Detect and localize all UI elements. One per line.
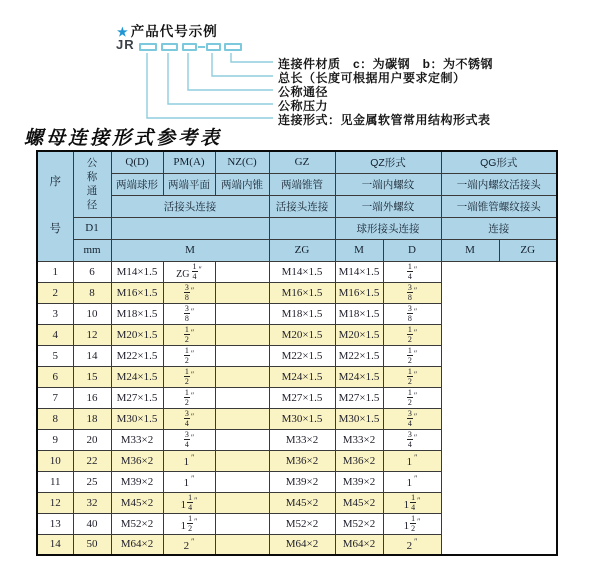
header-col-pm: PM(A) xyxy=(163,151,215,173)
cell-seq: 11 xyxy=(37,471,73,492)
cell-seq: 7 xyxy=(37,387,73,408)
table-row xyxy=(37,408,557,429)
cell-qz-d: M52×2 xyxy=(269,513,335,534)
cell-m-thread: M39×2 xyxy=(111,471,163,492)
table-row xyxy=(37,282,557,303)
cell-qz-d: M14×1.5 xyxy=(269,261,335,282)
cell-seq: 1 xyxy=(37,261,73,282)
table-row xyxy=(37,324,557,345)
header-seq: 序 号 xyxy=(37,151,73,261)
cell-gz-zg: $\frac{3}{4}$ ″ xyxy=(163,429,215,450)
cell-m-thread: M64×2 xyxy=(111,534,163,555)
cell-qz-m xyxy=(215,471,269,492)
cell-seq: 13 xyxy=(37,513,73,534)
header-qz-d: D xyxy=(383,239,441,261)
cell-m-thread: M30×1.5 xyxy=(111,408,163,429)
cell-gz-zg: ZG $\frac{1}{4}$ ″ xyxy=(163,261,215,282)
table-row xyxy=(37,387,557,408)
cell-qg-zg: $\frac{3}{4}$ ″ xyxy=(383,429,441,450)
header-nz-desc: 两端内锥 xyxy=(215,173,269,195)
cell-qz-m xyxy=(215,345,269,366)
table-row xyxy=(37,450,557,471)
cell-qg-m: M33×2 xyxy=(335,429,383,450)
cell-gz-zg: 1 ″ xyxy=(163,450,215,471)
cell-gz-zg: 2 ″ xyxy=(163,534,215,555)
cell-seq: 8 xyxy=(37,408,73,429)
cell-qz-m xyxy=(215,534,269,555)
cell-qg-zg: $\frac{1}{2}$ ″ xyxy=(383,324,441,345)
cell-gz-zg: $\frac{3}{8}$ ″ xyxy=(163,282,215,303)
nut-connection-reference-table xyxy=(36,150,558,556)
cell-mm: 22 xyxy=(73,450,111,471)
cell-qz-m xyxy=(215,492,269,513)
header-qz-desc1: 一端内螺纹 xyxy=(335,173,441,195)
table-row xyxy=(37,261,557,282)
cell-qg-m: M22×1.5 xyxy=(335,345,383,366)
cell-mm: 40 xyxy=(73,513,111,534)
cell-qz-m xyxy=(215,303,269,324)
product-code-diagram xyxy=(0,0,600,138)
header-col-nz: NZ(C) xyxy=(215,151,269,173)
header-union-left: 活接头连接 xyxy=(111,195,269,217)
cell-qz-d: M24×1.5 xyxy=(269,366,335,387)
label-connection-form: 连接形式：见金属软管常用结构形式表 xyxy=(278,113,491,127)
header-col-qg: QG形式 xyxy=(441,151,557,173)
leader-line-1 xyxy=(147,53,273,118)
cell-m-thread: M18×1.5 xyxy=(111,303,163,324)
code-box-2 xyxy=(161,43,178,51)
cell-m-thread: M20×1.5 xyxy=(111,324,163,345)
header-qz-m: M xyxy=(335,239,383,261)
cell-m-thread: M27×1.5 xyxy=(111,387,163,408)
code-box-1 xyxy=(139,43,157,51)
star-icon: ★ xyxy=(117,25,129,39)
cell-mm: 10 xyxy=(73,303,111,324)
header-col-q: Q(D) xyxy=(111,151,163,173)
code-box-5 xyxy=(224,43,242,51)
header-gz-desc: 两端锥管 xyxy=(269,173,335,195)
cell-seq: 3 xyxy=(37,303,73,324)
cell-qz-m xyxy=(215,408,269,429)
cell-qg-m: M64×2 xyxy=(335,534,383,555)
cell-mm: 20 xyxy=(73,429,111,450)
cell-seq: 10 xyxy=(37,450,73,471)
header-qg-desc3: 连接 xyxy=(441,217,557,239)
cell-gz-zg: 1 $\frac{1}{2}$ ″ xyxy=(163,513,215,534)
cell-qz-m xyxy=(215,261,269,282)
header-qg-desc1: 一端内螺纹活接头 xyxy=(441,173,557,195)
cell-qg-m: M24×1.5 xyxy=(335,366,383,387)
cell-gz-zg: $\frac{1}{2}$ ″ xyxy=(163,387,215,408)
cell-qg-m: M39×2 xyxy=(335,471,383,492)
cell-qz-m xyxy=(215,282,269,303)
cell-qg-zg: 1 $\frac{1}{2}$ ″ xyxy=(383,513,441,534)
diagram-heading-text: 产品代号示例 xyxy=(130,24,218,39)
cell-mm: 12 xyxy=(73,324,111,345)
header-nominal-diameter: 公 称 通 径 xyxy=(73,151,111,217)
cell-qg-m: M36×2 xyxy=(335,450,383,471)
cell-qz-m xyxy=(215,387,269,408)
header-col-qz: QZ形式 xyxy=(335,151,441,173)
header-d1-gz-empty xyxy=(269,217,335,239)
table-body xyxy=(37,261,557,555)
cell-qg-zg: 1 ″ xyxy=(383,450,441,471)
cell-m-thread: M36×2 xyxy=(111,450,163,471)
cell-qg-zg: 1 $\frac{1}{4}$ ″ xyxy=(383,492,441,513)
cell-m-thread: M45×2 xyxy=(111,492,163,513)
cell-qg-zg: $\frac{1}{2}$ ″ xyxy=(383,345,441,366)
table-row xyxy=(37,345,557,366)
header-qz-desc3: 球形接头连接 xyxy=(335,217,441,239)
cell-qz-m xyxy=(215,324,269,345)
cell-gz-zg: $\frac{3}{8}$ ″ xyxy=(163,303,215,324)
cell-qg-m: M52×2 xyxy=(335,513,383,534)
cell-qg-zg: $\frac{1}{4}$ ″ xyxy=(383,261,441,282)
cell-qg-m: M45×2 xyxy=(335,492,383,513)
cell-mm: 25 xyxy=(73,471,111,492)
cell-qz-d: M27×1.5 xyxy=(269,387,335,408)
code-box-3 xyxy=(182,43,197,51)
cell-qg-zg: 1 ″ xyxy=(383,471,441,492)
table-header xyxy=(37,151,557,261)
header-qg-m: M xyxy=(441,239,499,261)
cell-qg-m: M14×1.5 xyxy=(335,261,383,282)
cell-qz-d: M36×2 xyxy=(269,450,335,471)
cell-qz-m xyxy=(215,366,269,387)
table-row xyxy=(37,303,557,324)
cell-qg-zg: $\frac{1}{2}$ ″ xyxy=(383,387,441,408)
header-d1-left-empty xyxy=(111,217,269,239)
cell-qz-m xyxy=(215,513,269,534)
cell-qz-d: M22×1.5 xyxy=(269,345,335,366)
cell-qz-d: M64×2 xyxy=(269,534,335,555)
cell-qg-m: M27×1.5 xyxy=(335,387,383,408)
cell-gz-zg: $\frac{1}{2}$ ″ xyxy=(163,366,215,387)
table-row xyxy=(37,366,557,387)
header-union-gz: 活接头连接 xyxy=(269,195,335,217)
cell-seq: 5 xyxy=(37,345,73,366)
cell-m-thread: M22×1.5 xyxy=(111,345,163,366)
cell-qz-d: M16×1.5 xyxy=(269,282,335,303)
cell-qg-zg: $\frac{3}{8}$ ″ xyxy=(383,303,441,324)
table-row xyxy=(37,471,557,492)
label-nominal-pressure: 公称压力 xyxy=(278,99,329,113)
cell-gz-zg: 1 $\frac{1}{4}$ ″ xyxy=(163,492,215,513)
cell-qg-m: M16×1.5 xyxy=(335,282,383,303)
code-box-4 xyxy=(206,43,221,51)
cell-gz-zg: $\frac{1}{2}$ ″ xyxy=(163,345,215,366)
cell-mm: 8 xyxy=(73,282,111,303)
cell-seq: 4 xyxy=(37,324,73,345)
cell-m-thread: M16×1.5 xyxy=(111,282,163,303)
table-row xyxy=(37,513,557,534)
cell-qz-d: M30×1.5 xyxy=(269,408,335,429)
cell-gz-zg: 1 ″ xyxy=(163,471,215,492)
cell-mm: 32 xyxy=(73,492,111,513)
header-m-left: M xyxy=(111,239,269,261)
header-col-gz: GZ xyxy=(269,151,335,173)
code-prefix: JR xyxy=(116,37,135,52)
table-title: 螺母连接形式参考表 xyxy=(24,128,223,149)
cell-qg-zg: 2 ″ xyxy=(383,534,441,555)
cell-m-thread: M14×1.5 xyxy=(111,261,163,282)
code-dash xyxy=(198,46,205,48)
cell-mm: 18 xyxy=(73,408,111,429)
header-pm-desc: 两端平面 xyxy=(163,173,215,195)
label-nominal-diameter: 公称通径 xyxy=(278,85,329,99)
cell-m-thread: M24×1.5 xyxy=(111,366,163,387)
cell-qz-d: M33×2 xyxy=(269,429,335,450)
cell-qz-m xyxy=(215,429,269,450)
table-row xyxy=(37,492,557,513)
header-mm: mm xyxy=(73,239,111,261)
cell-gz-zg: $\frac{3}{4}$ ″ xyxy=(163,408,215,429)
cell-qz-d: M45×2 xyxy=(269,492,335,513)
label-total-length: 总长（长度可根据用户要求定制） xyxy=(278,71,466,85)
cell-m-thread: M52×2 xyxy=(111,513,163,534)
cell-mm: 14 xyxy=(73,345,111,366)
header-gz-zg: ZG xyxy=(269,239,335,261)
cell-seq: 6 xyxy=(37,366,73,387)
cell-mm: 50 xyxy=(73,534,111,555)
cell-seq: 12 xyxy=(37,492,73,513)
label-connector-material: 连接件材质 c：为碳钢 b：为不锈钢 xyxy=(278,57,494,71)
cell-gz-zg: $\frac{1}{2}$ ″ xyxy=(163,324,215,345)
cell-qg-zg: $\frac{3}{4}$ ″ xyxy=(383,408,441,429)
leader-line-2 xyxy=(168,53,273,104)
cell-qg-m: M30×1.5 xyxy=(335,408,383,429)
cell-qz-d: M18×1.5 xyxy=(269,303,335,324)
cell-mm: 15 xyxy=(73,366,111,387)
cell-qg-m: M18×1.5 xyxy=(335,303,383,324)
table-row xyxy=(37,429,557,450)
header-d1: D1 xyxy=(73,217,111,239)
cell-qg-zg: $\frac{3}{8}$ ″ xyxy=(383,282,441,303)
cell-qg-zg: $\frac{1}{2}$ ″ xyxy=(383,366,441,387)
table-row xyxy=(37,534,557,555)
cell-qz-m xyxy=(215,450,269,471)
header-q-desc: 两端球形 xyxy=(111,173,163,195)
cell-mm: 16 xyxy=(73,387,111,408)
cell-seq: 2 xyxy=(37,282,73,303)
leader-line-4 xyxy=(212,53,273,76)
cell-qg-m: M20×1.5 xyxy=(335,324,383,345)
header-qz-desc2: 一端外螺纹 xyxy=(335,195,441,217)
header-qg-zg: ZG xyxy=(499,239,557,261)
leader-line-5 xyxy=(231,53,273,62)
cell-mm: 6 xyxy=(73,261,111,282)
cell-qz-d: M20×1.5 xyxy=(269,324,335,345)
cell-seq: 14 xyxy=(37,534,73,555)
cell-seq: 9 xyxy=(37,429,73,450)
header-qg-desc2: 一端锥管螺纹接头 xyxy=(441,195,557,217)
cell-m-thread: M33×2 xyxy=(111,429,163,450)
cell-qz-d: M39×2 xyxy=(269,471,335,492)
